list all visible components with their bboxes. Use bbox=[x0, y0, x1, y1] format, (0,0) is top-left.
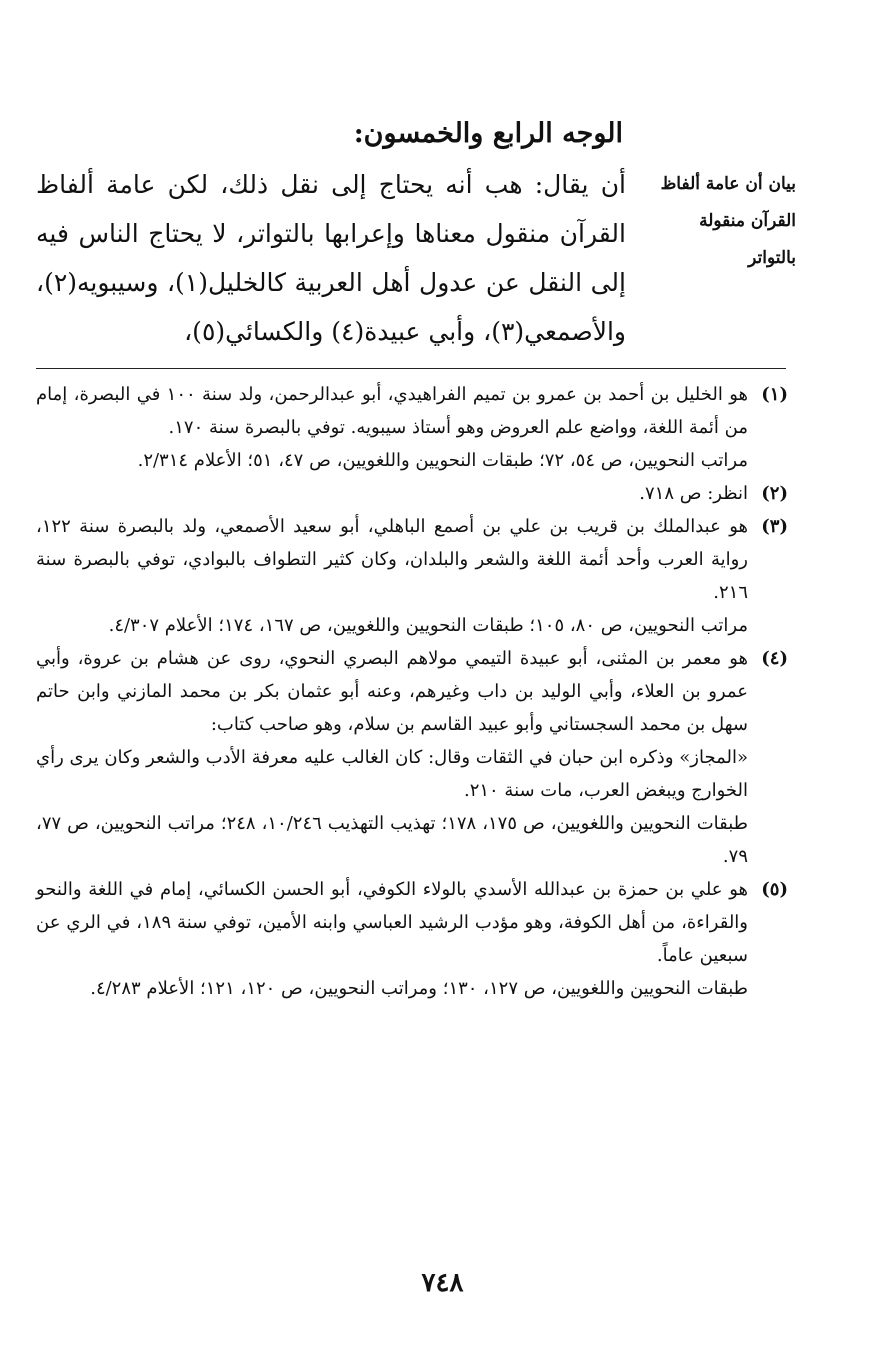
footnote-paragraph: هو عبدالملك بن قريب بن علي بن أصمع الباهلي، أبو سعيد الأصمعي، ولد بالبصرة سنة ١٢٢، رواية العرب وأحد أئمة اللغة والشعر والبلدان، وكان كثير التطواف بالبوادي، توفي بالبصرة سنة ٢١٦. bbox=[36, 516, 748, 603]
footnote-paragraph: مراتب النحويين، ص ٥٤، ٧٢؛ طبقات النحويين واللغويين، ص ٤٧، ٥١؛ الأعلام ٢/٣١٤. bbox=[137, 450, 748, 471]
footnote-number: (٣) bbox=[761, 516, 788, 537]
footnote bbox=[36, 642, 788, 873]
footnote-number: (١) bbox=[761, 384, 788, 405]
footnote-body bbox=[36, 510, 748, 642]
footnote-paragraph: هو علي بن حمزة بن عبدالله الأسدي بالولاء الكوفي، أبو الحسن الكسائي، إمام في اللغة والنحو والقراءة، من أهل الكوفة، وهو مؤدب الرشيد العباسي وابنه الأمين، توفي سنة ١٨٩، في الري عن سبعين عاماً. bbox=[36, 879, 748, 966]
footnotes-list bbox=[36, 378, 788, 1005]
footnote-number: (٥) bbox=[761, 879, 788, 900]
footnote-paragraph: مراتب النحويين، ص ٨٠، ١٠٥؛ طبقات النحويين واللغويين، ص ١٦٧، ١٧٤؛ الأعلام ٤/٣٠٧. bbox=[108, 615, 748, 636]
footnote-paragraph: انظر: ص ٧١٨. bbox=[639, 483, 748, 504]
footnote-paragraph: طبقات النحويين واللغويين، ص ١٧٥، ١٧٨؛ تهذيب التهذيب ١٠/٢٤٦، ٢٤٨؛ مراتب النحويين، ص ٧٧، ٧٩. bbox=[36, 813, 748, 867]
footnote-paragraph: هو الخليل بن أحمد بن عمرو بن تميم الفراهيدي، أبو عبدالرحمن، ولد سنة ١٠٠ في البصرة، إمام من أئمة اللغة، وواضع علم العروض وهو أستاذ سيبويه. توفي بالبصرة سنة ١٧٠. bbox=[36, 384, 748, 438]
footnote bbox=[36, 477, 788, 510]
footnote-paragraph: طبقات النحويين واللغويين، ص ١٢٧، ١٣٠؛ ومراتب النحويين، ص ١٢٠، ١٢١؛ الأعلام ٤/٢٨٣. bbox=[90, 978, 748, 999]
footnote bbox=[36, 510, 788, 642]
main-paragraph: أن يقال: هب أنه يحتاج إلى نقل ذلك، لكن عامة ألفاظ القرآن منقول معناها وإعرابها بالتواتر، لا يحتاج الناس فيه إلى النقل عن عدول أهل العربية كالخليل(١)، وسيبويه(٢)، والأصمعي(٣)، وأبي عبيدة(٤) والكسائي(٥)، bbox=[36, 170, 626, 346]
section-heading: الوجه الرابع والخمسون: bbox=[353, 118, 623, 149]
footnote bbox=[36, 378, 788, 477]
footnote-body bbox=[36, 642, 748, 873]
footnote bbox=[36, 873, 788, 1005]
footnote-number: (٢) bbox=[761, 483, 788, 504]
footnote-separator bbox=[36, 368, 786, 369]
footnote-paragraph: هو معمر بن المثنى، أبو عبيدة التيمي مولاهم البصري النحوي، روى عن هشام بن عروة، وأبي عمرو بن العلاء، وأبي الوليد بن داب وغيرهم، وعنه أبو عثمان بكر بن محمد المازني وابن حاتم سهل بن محمد السجستاني وأبو عبيد القاسم بن سلام، وهو صاحب كتاب: bbox=[36, 648, 748, 735]
footnote-number: (٤) bbox=[761, 648, 788, 669]
footnote-paragraph: «المجاز» وذكره ابن حبان في الثقات وقال: كان الغالب عليه معرفة الأدب والشعر وكان يرى رأي الخوارج ويبغض العرب، مات سنة ٢١٠. bbox=[36, 747, 748, 801]
margin-note: بيان أن عامة ألفاظ القرآن منقولة بالتواتر bbox=[660, 174, 796, 268]
footnote-body bbox=[36, 873, 748, 1005]
footnote-body bbox=[36, 477, 748, 510]
footnote-body bbox=[36, 378, 748, 477]
page-number: ٧٤٨ bbox=[421, 1268, 464, 1298]
